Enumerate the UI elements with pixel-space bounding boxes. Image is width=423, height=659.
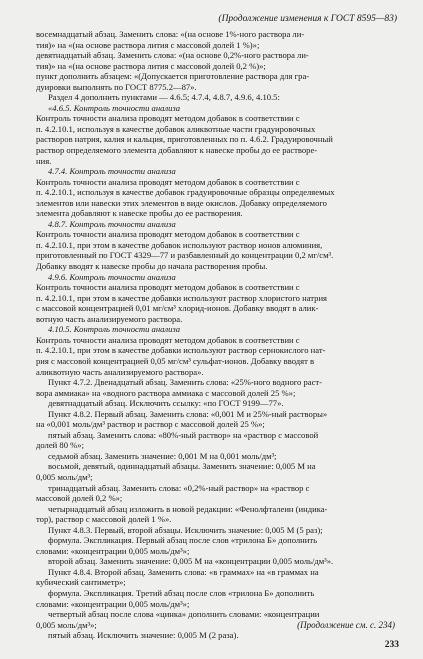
text-line: п. 4.2.10.1, при этом в качестве добавок используют раствор ионов алюминия, [36, 239, 323, 250]
page-header: (Продолжение изменения к ГОСТ 8595—83) [218, 14, 397, 24]
text-line: словами: «концентрации 0,005 моль/дм³»; [36, 598, 190, 609]
continuation-note: (Продолжение см. с. 234) [297, 620, 395, 630]
text-line: формула. Экспликация. Третий абзац после слов «трилона Б» дополнить [48, 587, 315, 598]
text-line: Пункт 4.8.2. Первый абзац. Заменить слова: «0,001 M и 25%-ный растворы» [48, 408, 328, 419]
text-line: четвертый абзац после слова «цинка» дополнить словами: «концентрации [48, 609, 320, 620]
text-line: приготовленный по ГОСТ 4329—77 и разбавленный до концентрации 0,2 мг/см³. [36, 250, 334, 261]
text-line: пятый абзац. Заменить слова: «80%-ный раствор» на «раствор с массовой [48, 429, 319, 440]
text-line: вотную часть анализируемого раствора. [36, 313, 183, 324]
text-line: растворов натрия, калия и кальция, приготовленных по п. 4.6.2. Градуировочный [36, 134, 333, 145]
text-line: долей 80 %»; [36, 440, 84, 451]
text-line: на «0,001 моль/дм³ раствор и раствор с массовой долей 25 %»; [36, 419, 265, 430]
text-line: 0,005 моль/дм³»; [36, 619, 97, 630]
text-line: тия)» на «(на основе раствора лития с массовой долей 0,2 %)»; [36, 60, 266, 71]
section-heading: 4.10.5. Контроль точности анализа [48, 324, 181, 335]
text-line: вора аммиака» на «водного раствора аммиака с массовой долей 25 %»; [36, 387, 296, 398]
text-line: девятнадцатый абзац. Исключить ссылку: «по ГОСТ 9199—77». [48, 398, 284, 409]
text-line: Контроль точности анализа проводят методом добавок в соответствии с [36, 113, 300, 124]
text-line: девятнадцатый абзац. Заменить слова: «(на основе 0,2%-ного раствора ли- [36, 50, 309, 61]
text-line: дуировки выполнять по ГОСТ 8775.2—87». [36, 81, 197, 92]
text-line: п. 4.2.10.1, используя в качестве добавок градуировочные образцы определяемых [36, 187, 335, 198]
text-line: раствор определяемого элемента добавляют к навеске пробы до ее растворе- [36, 145, 318, 156]
text-line: аликвотную часть анализируемого раствора». [36, 366, 204, 377]
text-line: Контроль точности анализа проводят методом добавок в соответствии с [36, 282, 300, 293]
text-line: элемента добавляют к навеске пробы до ее растворения. [36, 208, 243, 219]
text-line: пятый абзац. Исключить значение: 0,005 M (2 раза). [48, 630, 239, 641]
text-line: Добавку вводят к навеске пробы до начала растворения пробы. [36, 261, 268, 272]
document-body [36, 29, 397, 641]
text-line: Пункт 4.7.2. Двенадцатый абзац. Заменить слова: «25%-ного водного раст- [48, 377, 323, 388]
text-line: элементов или навески этих элементов в виде окислов. Добавку определяемого [36, 197, 327, 208]
page-number: 233 [384, 640, 399, 650]
text-line: тор), раствор с массовой долей 1 %». [36, 514, 172, 525]
text-line: массовой долей 0,2 %»; [36, 493, 123, 504]
text-line: седьмой абзац. Заменить значение: 0,001 M на 0,001 моль/дм³; [48, 450, 277, 461]
text-line: формула. Экспликация. Первый абзац после слов «трилона Б» дополнить [48, 535, 318, 546]
text-line: ния. [36, 155, 52, 166]
text-line: восьмой, девятый, одиннадцатый абзацы. Заменить значение: 0,005 M на [48, 461, 316, 472]
text-line: словами: «концентрации 0,005 моль/дм³»; [36, 545, 190, 556]
text-line: Пункт 4.8.3. Первый, второй абзацы. Исключить значение: 0,005 M (5 раз); [48, 524, 323, 535]
text-line: тринадцатый абзац. Заменить слова: «0,2%-ный раствор» на «раствор с [48, 482, 310, 493]
section-heading: «4.6.5. Контроль точности анализа [48, 102, 181, 113]
text-line: Раздел 4 дополнить пунктами — 4.6.5; 4.7.4, 4.8.7, 4.9.6, 4.10.5: [48, 92, 280, 103]
text-line: п. 4.2.10.1, при этом в качестве добавки используют раствор сернокислого нат- [36, 345, 326, 356]
text-line: Контроль точности анализа проводят методом добавок в соответствии с [36, 229, 300, 240]
section-heading: 4.9.6. Контроль точности анализа [48, 271, 176, 282]
text-line: Контроль точности анализа проводят методом добавок в соответствии с [36, 334, 300, 345]
text-line: пункт дополнить абзацем: «(Допускается приготовление раствора для гра- [36, 71, 310, 82]
text-line: Контроль точности анализа проводят методом добавок в соответствии с [36, 176, 300, 187]
text-line: тия)» на «(на основе раствора лития с массовой долей 1 %)»; [36, 39, 260, 50]
text-line: с массовой концентрацией 0,01 мг/см³ хлорид-ионов. Добавку вводят в алик- [36, 303, 319, 314]
text-line: кубический сантиметр»; [36, 577, 126, 588]
text-line: восемнадцатый абзац. Заменить слова: «(на основе 1%-ного раствора ли- [36, 29, 305, 39]
text-line: Пункт 4.8.4. Второй абзац. Заменить слова: «в граммах» на «в граммах на [48, 566, 319, 577]
text-line: рия с массовой концентрацией 0,05 мг/см³ сульфат-ионов. Добавку вводят в [36, 355, 315, 366]
text-line: п. 4.2.10.1, при этом в качестве добавки используют раствор хлористого натрия [36, 292, 327, 303]
text-line: 0,005 моль/дм³; [36, 471, 93, 482]
section-heading: 4.8.7. Контроль точности анализа [48, 218, 176, 229]
section-heading: 4.7.4. Контроль точности анализа [48, 166, 176, 177]
text-line: второй абзац. Заменить значение: 0,005 M на «концентрации 0,005 моль/дм³». [48, 556, 334, 567]
text-line: четырнадцатый абзац изложить в новой редакции: «Фенолфталеин (индика- [48, 503, 328, 514]
text-line: п. 4.2.10.1, используя в качестве добавок аликвотные части градуировочных [36, 123, 316, 134]
